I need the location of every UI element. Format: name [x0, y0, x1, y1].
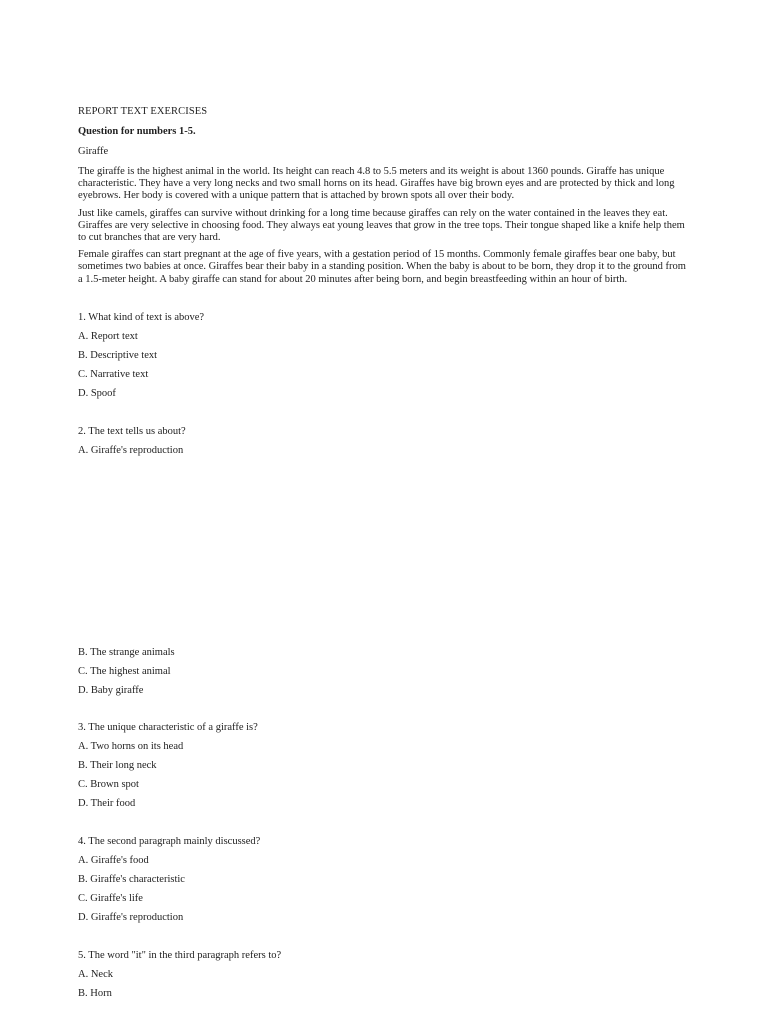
question-2-continued — [78, 646, 692, 703]
question-1: 1. What kind of text is above? — [78, 312, 205, 323]
q1-option-b: B. Descriptive text — [78, 350, 158, 361]
q4-option-c: C. Giraffe's life — [78, 893, 143, 904]
question-2-block — [78, 425, 692, 463]
q4-option-d: D. Giraffe's reproduction — [78, 912, 184, 923]
text-heading: Giraffe — [78, 146, 109, 157]
question-4: 4. The second paragraph mainly discussed? — [78, 836, 261, 847]
question-4-block — [78, 835, 692, 930]
q3-option-b: B. Their long neck — [78, 760, 157, 771]
q3-option-a: A. Two horns on its head — [78, 741, 184, 752]
document-body — [78, 105, 692, 291]
q4-option-a: A. Giraffe's food — [78, 855, 149, 866]
q1-option-c: C. Narrative text — [78, 369, 149, 380]
q4-option-b: B. Giraffe's characteristic — [78, 874, 185, 885]
question-5: 5. The word "it" in the third paragraph refers to? — [78, 950, 282, 961]
q2-option-a: A. Giraffe's reproduction — [78, 445, 184, 456]
q3-option-d: D. Their food — [78, 798, 136, 809]
q1-option-a: A. Report text — [78, 331, 138, 342]
question-3-block — [78, 721, 692, 816]
q2-option-d: D. Baby giraffe — [78, 685, 144, 696]
q5-option-b: B. Horn — [78, 988, 112, 999]
q5-option-a: A. Neck — [78, 969, 113, 980]
document-title: REPORT TEXT EXERCISES — [78, 106, 208, 117]
q2-option-c: C. The highest animal — [78, 666, 171, 677]
paragraph-3: Female giraffes can start pregnant at the age of five years, with a gestation period of 15 months. Commonly female giraffes bear one baby, but sometimes two babies at once. Giraffes bear their baby in a standing position. When the baby is about to be born, they drop it to the ground from a 1.5-meter height. A baby giraffe can stand for about 20 minutes after being born, and begin breastfeeding within an hour of birth. — [78, 249, 686, 285]
question-3: 3. The unique characteristic of a giraffe is? — [78, 722, 258, 733]
question-1-block — [78, 311, 692, 406]
question-2: 2. The text tells us about? — [78, 426, 186, 437]
q2-option-b: B. The strange animals — [78, 647, 175, 658]
question-5-block — [78, 949, 692, 1006]
paragraph-2: Just like camels, giraffes can survive without drinking for a long time because giraffes can rely on the water contained in the leaves they eat. Giraffes are very selective in choosing food. They always eat young leaves that grow in the tree tops. Their tongue shaped like a knife help them to cut branches that are very hard. — [78, 207, 685, 244]
paragraph-1: The giraffe is the highest animal in the world. Its height can reach 4.8 to 5.5 meters and its weight is about 1360 pounds. Giraffe has unique characteristic. They have a very long necks and two small horns on its head. Giraffes have big brown eyes and are protected by thick and long eyebrows. Her body is covered with a unique pattern that is attached by brown spots all over their body. — [78, 166, 675, 202]
instruction-subtitle: Question for numbers 1-5. — [78, 126, 196, 137]
q3-option-c: C. Brown spot — [78, 779, 139, 790]
q1-option-d: D. Spoof — [78, 388, 116, 399]
